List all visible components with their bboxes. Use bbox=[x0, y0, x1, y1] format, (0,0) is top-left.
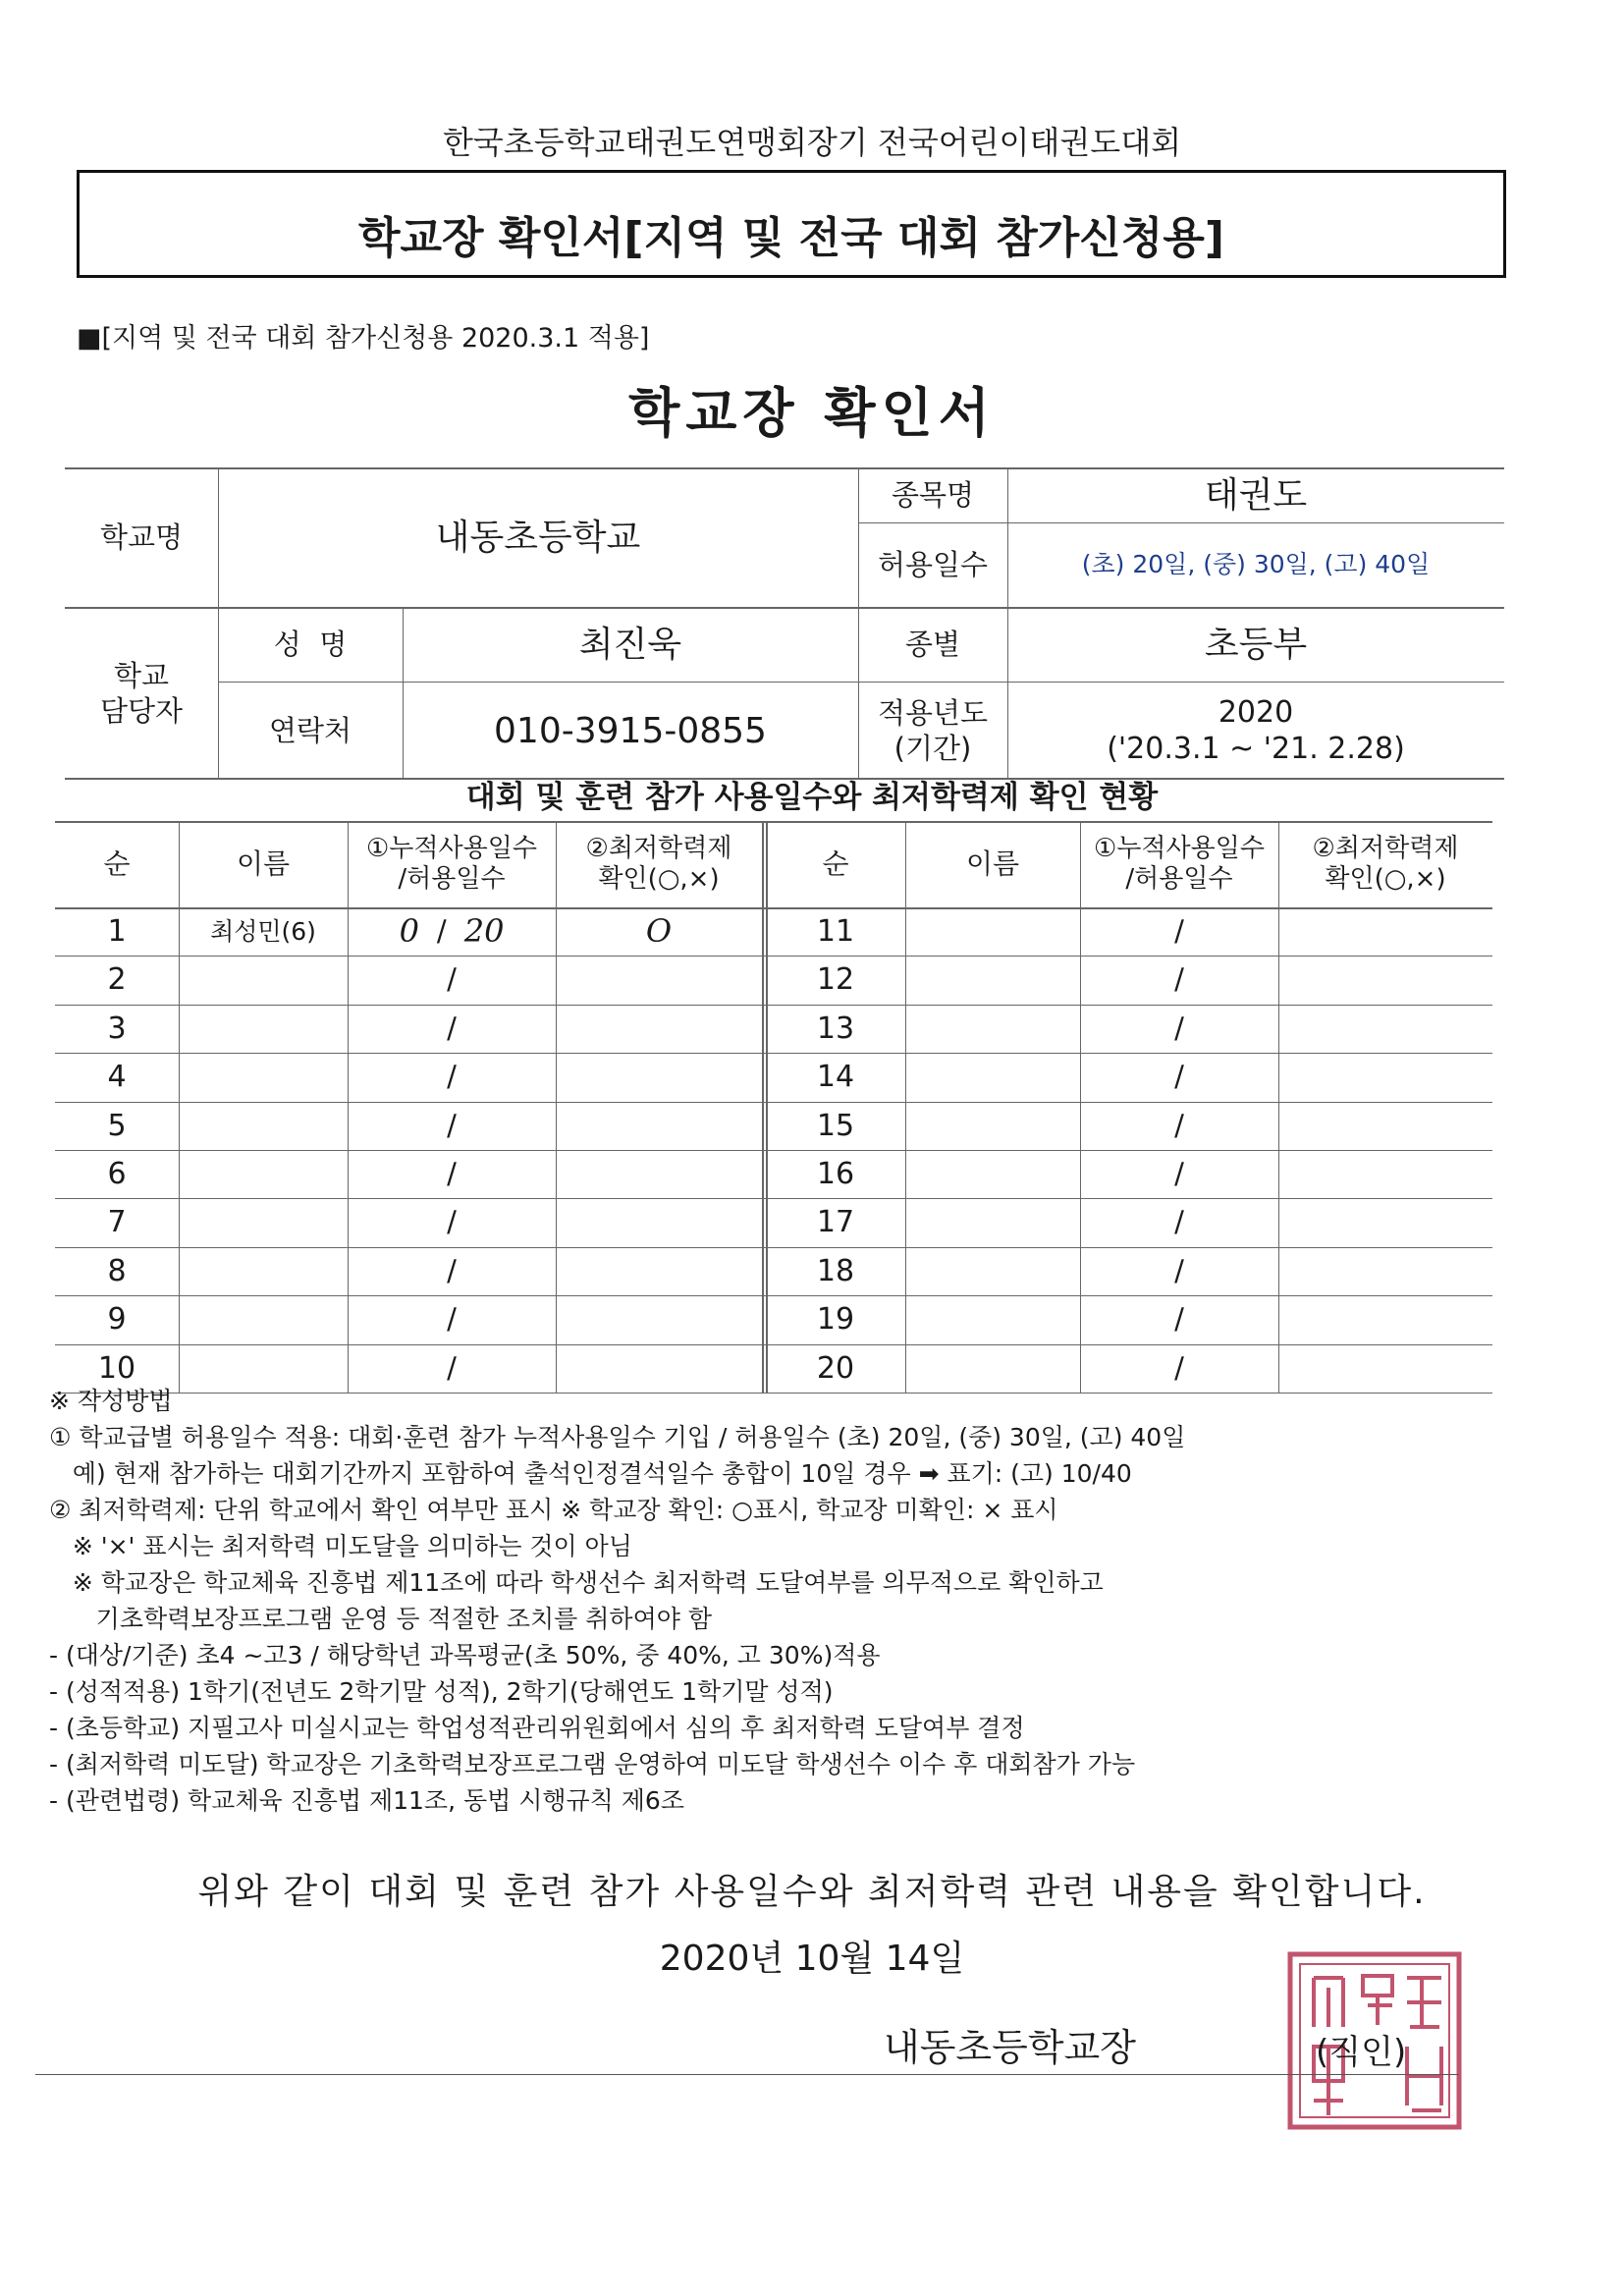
row-slash: / bbox=[447, 1109, 457, 1143]
row-name bbox=[179, 1150, 348, 1198]
row-slash: / bbox=[447, 1302, 457, 1337]
row-seq: 15 bbox=[816, 1108, 855, 1143]
row-days bbox=[348, 1247, 556, 1295]
row-days bbox=[348, 1295, 556, 1343]
principal-name: 내동초등학교장 bbox=[884, 2026, 1136, 2069]
status-table bbox=[55, 821, 1492, 1393]
document-title: 학교장 확인서 bbox=[628, 382, 996, 444]
col-seq-right: 순 bbox=[822, 847, 849, 881]
note-line: - (관련법령) 학교체육 진흥법 제11조, 동법 시행규칙 제6조 bbox=[49, 1786, 684, 1815]
col-check-left bbox=[556, 821, 762, 907]
row-seq: 19 bbox=[816, 1301, 855, 1337]
col-check-left-line2: 확인(○,×) bbox=[598, 864, 720, 894]
period-value-line: ('20.3.1 ~ '21. 2.28) bbox=[1107, 732, 1405, 766]
contact-label bbox=[65, 607, 218, 780]
row-check bbox=[556, 1102, 762, 1150]
note-line: 기초학력보장프로그램 운영 등 적절한 조치를 취하여야 함 bbox=[49, 1605, 712, 1633]
row-check bbox=[1278, 956, 1492, 1004]
row-seq: 16 bbox=[816, 1156, 855, 1191]
division-label: 종별 bbox=[904, 627, 961, 661]
row-slash: / bbox=[447, 1351, 457, 1386]
row-check bbox=[556, 1295, 762, 1343]
row-seq: 13 bbox=[816, 1011, 855, 1046]
row-name bbox=[905, 1053, 1080, 1101]
school-value: 내동초등학교 bbox=[435, 517, 641, 558]
row-seq: 9 bbox=[107, 1301, 127, 1337]
row-days bbox=[348, 1053, 556, 1101]
row-slash: / bbox=[1174, 1351, 1184, 1386]
row-check bbox=[556, 1150, 762, 1198]
row-slash: / bbox=[447, 1254, 457, 1288]
row-name bbox=[179, 1247, 348, 1295]
row-seq: 1 bbox=[107, 913, 127, 949]
row-slash: / bbox=[1174, 1205, 1184, 1239]
row-check bbox=[556, 1053, 762, 1101]
col-days-left-line1: ①누적사용일수 bbox=[365, 833, 537, 863]
row-seq: 12 bbox=[816, 961, 855, 997]
row-seq: 7 bbox=[107, 1204, 127, 1239]
row-days bbox=[348, 1150, 556, 1198]
row-seq: 17 bbox=[816, 1204, 855, 1239]
school-label: 학교명 bbox=[99, 519, 184, 554]
note-line: ② 최저학력제: 단위 학교에서 확인 여부만 표시 ※ 학교장 확인: ○표시, 학교장 미확인: × 표시 bbox=[49, 1496, 1058, 1524]
row-days bbox=[348, 956, 556, 1004]
row-check: O bbox=[645, 912, 673, 951]
col-name-left: 이름 bbox=[236, 847, 291, 881]
info-table bbox=[65, 467, 1504, 780]
row-used-days: 0 bbox=[399, 912, 419, 951]
apply-note: ■[지역 및 전국 대회 참가신청용 2020.3.1 적용] bbox=[77, 323, 650, 354]
seal-label: (직인) bbox=[1316, 2033, 1407, 2072]
row-slash: / bbox=[1174, 1302, 1184, 1337]
row-name bbox=[179, 1295, 348, 1343]
row-seq: 18 bbox=[816, 1253, 855, 1288]
row-slash: / bbox=[447, 1157, 457, 1191]
col-seq-left: 순 bbox=[103, 847, 131, 881]
row-name bbox=[905, 1295, 1080, 1343]
row-name bbox=[905, 907, 1080, 956]
row-seq: 20 bbox=[816, 1350, 855, 1386]
row-name bbox=[905, 1198, 1080, 1246]
row-seq: 14 bbox=[816, 1059, 855, 1094]
note-line: ※ 작성방법 bbox=[49, 1387, 173, 1415]
organization-title: 한국초등학교태권도연맹회장기 전국어린이태권도대회 bbox=[442, 124, 1182, 161]
row-name bbox=[179, 1198, 348, 1246]
row-check bbox=[1278, 1102, 1492, 1150]
note-line: ※ '×' 표시는 최저학력 미도달을 의미하는 것이 아님 bbox=[49, 1532, 632, 1560]
confirm-statement: 위와 같이 대회 및 훈련 참가 사용일수와 최저학력 관련 내용을 확인합니다. bbox=[197, 1872, 1427, 1912]
row-seq: 10 bbox=[97, 1350, 136, 1386]
row-name bbox=[905, 1247, 1080, 1295]
year-label-line1: 적용년도 bbox=[877, 695, 989, 730]
row-allowed-days: 20 bbox=[463, 912, 505, 951]
row-slash: / bbox=[1174, 914, 1184, 949]
row-check bbox=[556, 1247, 762, 1295]
note-line: - (초등학교) 지필고사 미실시교는 학업성적관리위원회에서 심의 후 최저학력 도달여부 결정 bbox=[49, 1714, 1025, 1742]
event-label: 종목명 bbox=[891, 477, 975, 512]
row-seq: 3 bbox=[107, 1011, 127, 1046]
row-name bbox=[179, 1005, 348, 1053]
row-name: 최성민(6) bbox=[210, 916, 316, 946]
row-slash: / bbox=[1174, 1109, 1184, 1143]
row-check bbox=[1278, 1295, 1492, 1343]
row-slash: / bbox=[1174, 1157, 1184, 1191]
row-slash: / bbox=[436, 914, 447, 949]
row-seq: 2 bbox=[107, 961, 127, 997]
row-days bbox=[348, 1198, 556, 1246]
row-seq: 4 bbox=[107, 1059, 127, 1094]
row-check bbox=[556, 1198, 762, 1246]
contact-label-line1: 학교 bbox=[113, 658, 170, 692]
note-line: - (최저학력 미도달) 학교장은 기초학력보장프로그램 운영하여 미도달 학생선수 이수 후 대회참가 가능 bbox=[49, 1750, 1136, 1778]
col-check-right bbox=[1278, 821, 1492, 907]
note-line: 예) 현재 참가하는 대회기간까지 포함하여 출석인정결석일수 총합이 10일 경우 ➡ 표기: (고) 10/40 bbox=[49, 1459, 1132, 1488]
row-slash: / bbox=[1174, 1060, 1184, 1094]
banner-box bbox=[77, 170, 1506, 278]
row-seq: 11 bbox=[816, 913, 855, 949]
name-label: 성 명 bbox=[273, 627, 348, 661]
note-line: ※ 학교장은 학교체육 진흥법 제11조에 따라 학생선수 최저학력 도달여부를 의무적으로 확인하고 bbox=[49, 1568, 1104, 1597]
row-slash: / bbox=[1174, 1254, 1184, 1288]
row-check bbox=[556, 956, 762, 1004]
col-days-right-line2: /허용일수 bbox=[1125, 864, 1233, 894]
phone-value: 010-3915-0855 bbox=[494, 710, 767, 751]
row-check bbox=[1278, 907, 1492, 956]
row-seq: 8 bbox=[107, 1253, 127, 1288]
row-name bbox=[905, 1005, 1080, 1053]
year-value bbox=[1007, 682, 1504, 780]
row-slash: / bbox=[1174, 1011, 1184, 1046]
row-check bbox=[1278, 1247, 1492, 1295]
note-line: ① 학교급별 허용일수 적용: 대회·훈련 참가 누적사용일수 기입 / 허용일수 (초) 20일, (중) 30일, (고) 40일 bbox=[49, 1423, 1186, 1451]
row-check bbox=[556, 1005, 762, 1053]
name-value: 최진욱 bbox=[578, 624, 682, 665]
status-title: 대회 및 훈련 참가 사용일수와 최저학력제 확인 현황 bbox=[465, 780, 1159, 815]
col-check-right-line1: ②최저학력제 bbox=[1312, 833, 1459, 863]
col-check-left-line1: ②최저학력제 bbox=[585, 833, 732, 863]
col-days-right bbox=[1080, 821, 1278, 907]
issue-date: 2020년 10월 14일 bbox=[659, 1939, 965, 1979]
row-days bbox=[348, 1005, 556, 1053]
year-label bbox=[858, 682, 1007, 780]
row-check bbox=[1278, 1053, 1492, 1101]
row-slash: / bbox=[1174, 962, 1184, 997]
row-check bbox=[1278, 1150, 1492, 1198]
row-days bbox=[348, 1102, 556, 1150]
row-name bbox=[905, 1102, 1080, 1150]
row-name bbox=[179, 956, 348, 1004]
row-slash: / bbox=[447, 1060, 457, 1094]
col-days-left bbox=[348, 821, 556, 907]
row-name bbox=[905, 956, 1080, 1004]
phone-label: 연락처 bbox=[268, 713, 352, 747]
row-slash: / bbox=[447, 1205, 457, 1239]
row-days bbox=[348, 907, 556, 956]
row-name bbox=[179, 1053, 348, 1101]
row-seq: 5 bbox=[107, 1108, 127, 1143]
row-check bbox=[1278, 1198, 1492, 1246]
allowed-value: (초) 20일, (중) 30일, (고) 40일 bbox=[1081, 550, 1431, 579]
notes-section bbox=[49, 1383, 1561, 1819]
row-slash: / bbox=[447, 1011, 457, 1046]
event-value: 태권도 bbox=[1204, 474, 1308, 516]
row-slash: / bbox=[447, 962, 457, 997]
row-name bbox=[905, 1150, 1080, 1198]
row-name bbox=[179, 1102, 348, 1150]
year-value-line: 2020 bbox=[1218, 694, 1294, 730]
division-value: 초등부 bbox=[1204, 624, 1308, 665]
bottom-divider bbox=[35, 2074, 1459, 2075]
col-name-right: 이름 bbox=[965, 847, 1020, 881]
row-check bbox=[1278, 1005, 1492, 1053]
col-days-right-line1: ①누적사용일수 bbox=[1093, 833, 1265, 863]
row-seq: 6 bbox=[107, 1156, 127, 1191]
note-line: - (대상/기준) 초4 ~고3 / 해당학년 과목평균(초 50%, 중 40%, 고 30%)적용 bbox=[49, 1641, 881, 1669]
allowed-label: 허용일수 bbox=[877, 547, 989, 581]
year-label-line2: (기간) bbox=[893, 732, 972, 765]
col-days-left-line2: /허용일수 bbox=[398, 864, 506, 894]
note-line: - (성적적용) 1학기(전년도 2학기말 성적), 2학기(당해연도 1학기말 성적) bbox=[49, 1677, 834, 1706]
contact-label-line2: 담당자 bbox=[99, 694, 184, 728]
banner-title: 학교장 확인서[지역 및 전국 대회 참가신청용] bbox=[358, 213, 1224, 263]
col-check-right-line2: 확인(○,×) bbox=[1325, 864, 1446, 894]
